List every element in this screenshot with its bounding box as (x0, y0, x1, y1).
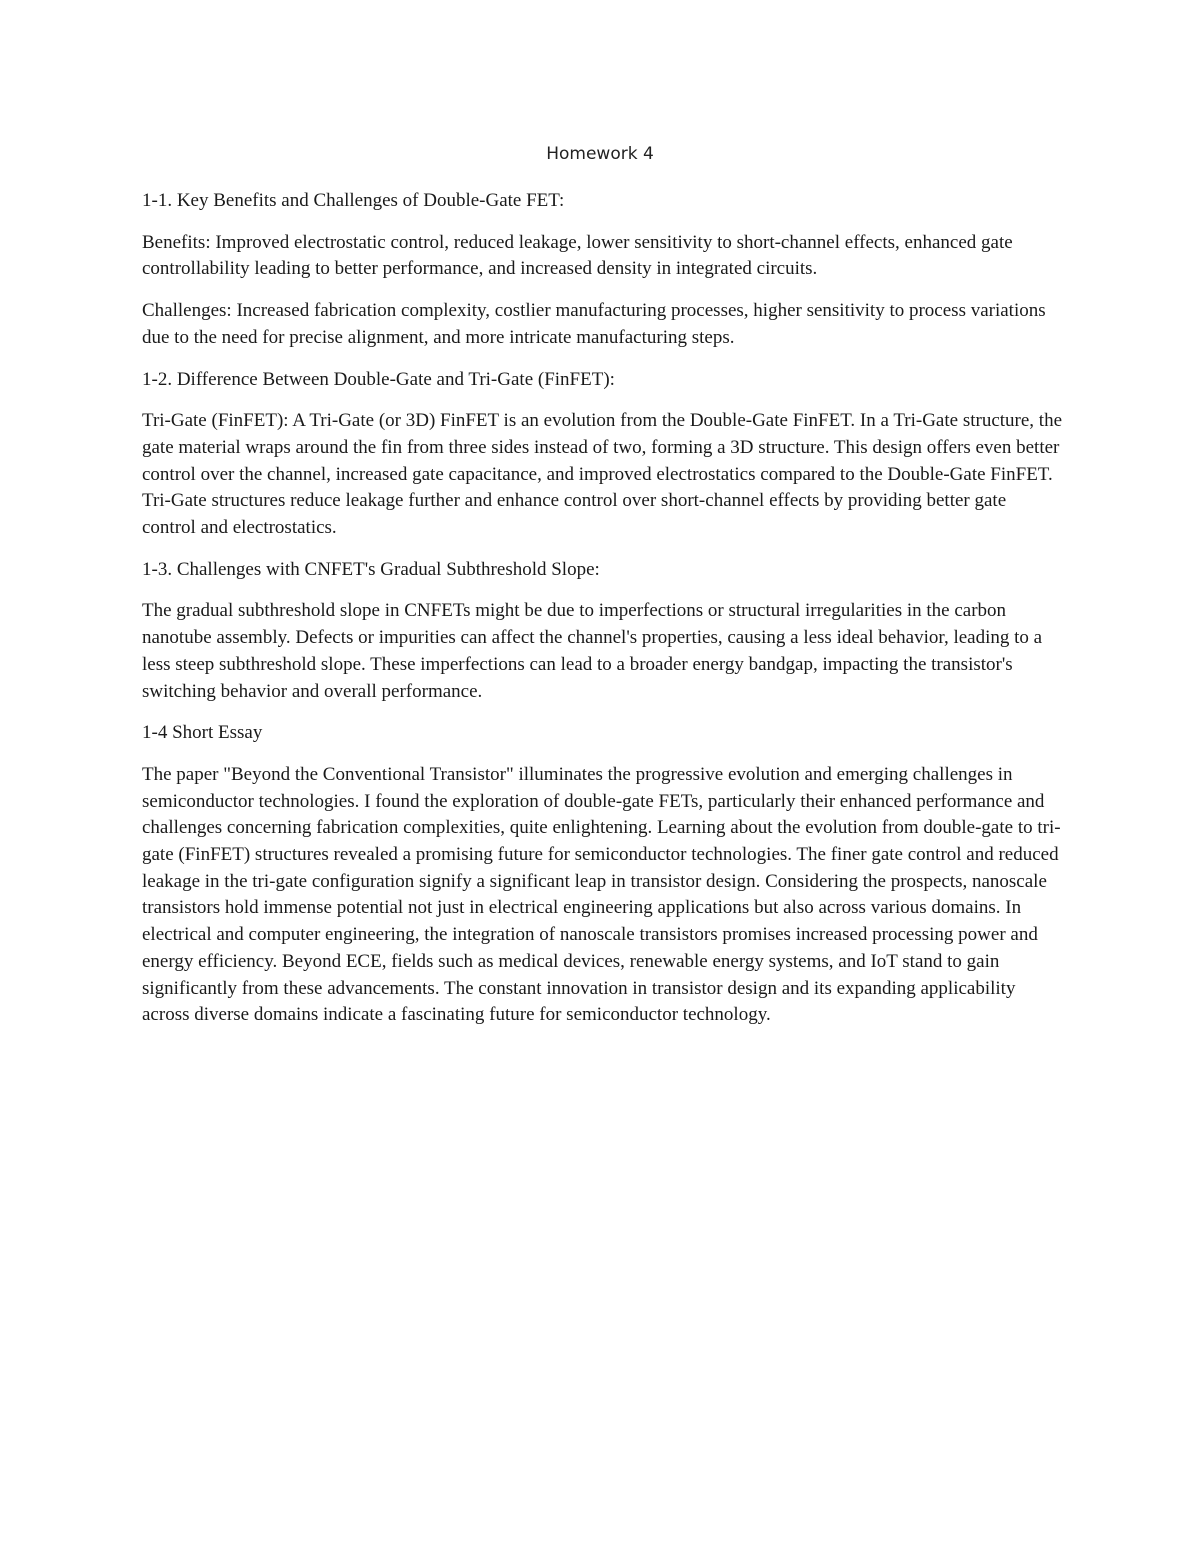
paragraph-challenges: Challenges: Increased fabrication complexity, costlier manufacturing processes, higher sensitivity to process variations due to the need for precise alignment, and more intricate manufacturing steps. (142, 300, 1046, 348)
section-heading: 1-1. Key Benefits and Challenges of Double-Gate FET: (142, 190, 565, 211)
paragraph-benefits: Benefits: Improved electrostatic control, reduced leakage, lower sensitivity to short-channel effects, enhanced gate controllability leading to better performance, and increased density in integrated circuits. (142, 231, 1013, 280)
section-heading: 1-4 Short Essay (142, 722, 263, 744)
document-title: Homework 4 (546, 144, 654, 164)
paragraph-trigate: Tri-Gate (FinFET): A Tri-Gate (or 3D) FinFET is an evolution from the Double-Gate FinFET. In a Tri-Gate structure, the gate material wraps around the fin from three sides instead of two, forming a 3D structure. This design offers even better control over the channel, increased gate capacitance, and improved electrostatics compared to the Double-Gate FinFET. Tri-Gate structures reduce leakage further and enhance control over short-channel effects by providing better gate control and electrostatics. (142, 410, 1062, 539)
section-heading: 1-3. Challenges with CNFET's Gradual Subthreshold Slope: (142, 558, 600, 580)
document-body (142, 188, 1062, 1044)
paragraph-cnfet: The gradual subthreshold slope in CNFETs might be due to imperfections or structural irregularities in the carbon nanotube assembly. Defects or impurities can affect the channel's properties, causing a less ideal behavior, leading to a less steep subthreshold slope. These imperfections can lead to a broader energy bandgap, impacting the transistor's switching behavior and overall performance. (142, 600, 1043, 702)
section-heading: 1-2. Difference Between Double-Gate and Tri-Gate (FinFET): (142, 368, 615, 390)
paragraph-essay: The paper "Beyond the Conventional Transistor" illuminates the progressive evolution and emerging challenges in semiconductor technologies. I found the exploration of double-gate FETs, particularly their enhanced performance and challenges concerning fabrication complexities, quite enlightening. Learning about the evolution from double-gate to tri-gate (FinFET) structures revealed a promising future for semiconductor technologies. The finer gate control and reduced leakage in the tri-gate configuration signify a significant leap in transistor design. Considering the prospects, nanoscale transistors hold immense potential not just in electrical engineering applications but also across various domains. In electrical and computer engineering, the integration of nanoscale transistors promises increased processing power and energy efficiency. Beyond ECE, fields such as medical devices, renewable energy systems, and IoT stand to gain significantly from these advancements. The constant innovation in transistor design and its expanding applicability across diverse domains indicate a fascinating future for semiconductor technology. (142, 763, 1061, 1026)
